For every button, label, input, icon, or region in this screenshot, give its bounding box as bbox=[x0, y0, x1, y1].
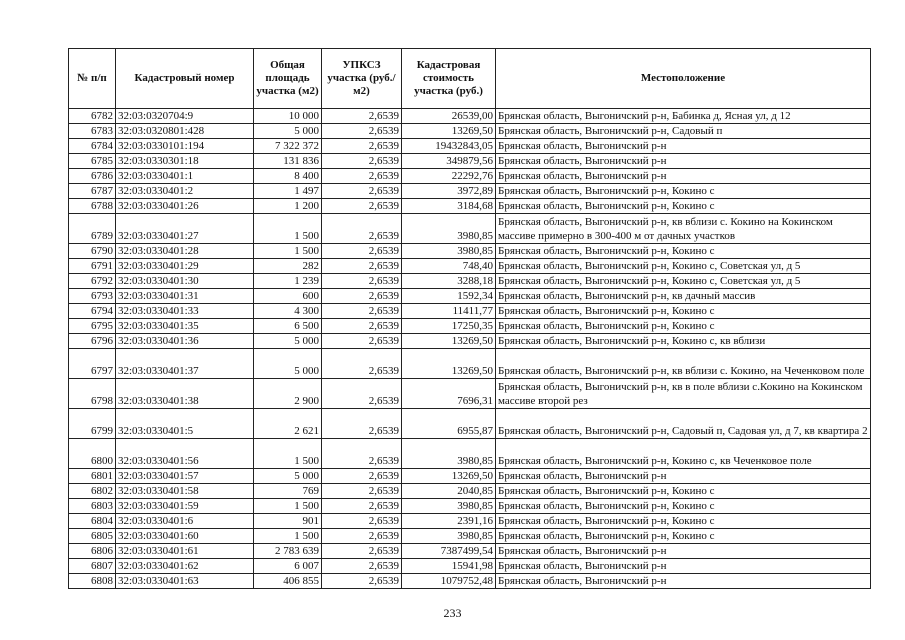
area-cell: 1 500 bbox=[254, 244, 322, 259]
table-row bbox=[69, 379, 871, 409]
area-cell: 282 bbox=[254, 259, 322, 274]
area-cell: 2 783 639 bbox=[254, 544, 322, 559]
row-number-cell: 6782 bbox=[69, 109, 116, 124]
area-cell: 1 500 bbox=[254, 529, 322, 544]
row-number-cell: 6804 bbox=[69, 514, 116, 529]
row-number-cell: 6796 bbox=[69, 334, 116, 349]
table-row bbox=[69, 559, 871, 574]
table-row bbox=[69, 304, 871, 319]
location-cell: Брянская область, Выгоничский р-н, кв в поле вблизи с.Кокино на Кокинском массиве второй рез bbox=[496, 379, 871, 409]
location-cell: Брянская область, Выгоничский р-н bbox=[496, 169, 871, 184]
cadastral-value-cell: 3980,85 bbox=[402, 214, 496, 244]
row-number-cell: 6797 bbox=[69, 349, 116, 379]
table-row bbox=[69, 439, 871, 469]
header-cadastral-value: Кадастровая стоимость участка (руб.) bbox=[402, 49, 496, 109]
header-num: № п/п bbox=[69, 49, 116, 109]
area-cell: 5 000 bbox=[254, 469, 322, 484]
row-number-cell: 6786 bbox=[69, 169, 116, 184]
location-cell: Брянская область, Выгоничский р-н, Кокино с bbox=[496, 199, 871, 214]
area-cell: 2 900 bbox=[254, 379, 322, 409]
cadastral-value-cell: 1592,34 bbox=[402, 289, 496, 304]
upksz-cell: 2,6539 bbox=[322, 409, 402, 439]
page-number: 233 bbox=[443, 606, 462, 620]
row-number-cell: 6792 bbox=[69, 274, 116, 289]
cadastral-number-cell: 32:03:0320801:428 bbox=[116, 124, 254, 139]
cadastral-value-cell: 3980,85 bbox=[402, 529, 496, 544]
upksz-cell: 2,6539 bbox=[322, 469, 402, 484]
cadastral-number-cell: 32:03:0330401:33 bbox=[116, 304, 254, 319]
table-row bbox=[69, 154, 871, 169]
table-row bbox=[69, 244, 871, 259]
header-area: Общая площадь участка (м2) bbox=[254, 49, 322, 109]
area-cell: 769 bbox=[254, 484, 322, 499]
row-number-cell: 6785 bbox=[69, 154, 116, 169]
table-row bbox=[69, 274, 871, 289]
table-row bbox=[69, 544, 871, 559]
area-cell: 1 500 bbox=[254, 499, 322, 514]
row-number-cell: 6808 bbox=[69, 574, 116, 589]
cadastral-number-cell: 32:03:0330401:5 bbox=[116, 409, 254, 439]
area-cell: 5 000 bbox=[254, 334, 322, 349]
row-number-cell: 6794 bbox=[69, 304, 116, 319]
upksz-cell: 2,6539 bbox=[322, 499, 402, 514]
location-cell: Брянская область, Выгоничский р-н, Кокино с bbox=[496, 304, 871, 319]
row-number-cell: 6791 bbox=[69, 259, 116, 274]
area-cell: 6 007 bbox=[254, 559, 322, 574]
table-body bbox=[69, 109, 871, 589]
upksz-cell: 2,6539 bbox=[322, 289, 402, 304]
cadastral-value-cell: 11411,77 bbox=[402, 304, 496, 319]
location-cell: Брянская область, Выгоничский р-н, Садовый п bbox=[496, 124, 871, 139]
location-cell: Брянская область, Выгоничский р-н, Кокино с bbox=[496, 484, 871, 499]
upksz-cell: 2,6539 bbox=[322, 439, 402, 469]
upksz-cell: 2,6539 bbox=[322, 109, 402, 124]
upksz-cell: 2,6539 bbox=[322, 379, 402, 409]
location-cell: Брянская область, Выгоничский р-н, Кокино с bbox=[496, 319, 871, 334]
upksz-cell: 2,6539 bbox=[322, 319, 402, 334]
cadastral-number-cell: 32:03:0330401:63 bbox=[116, 574, 254, 589]
table-row bbox=[69, 484, 871, 499]
upksz-cell: 2,6539 bbox=[322, 304, 402, 319]
cadastral-number-cell: 32:03:0330401:27 bbox=[116, 214, 254, 244]
upksz-cell: 2,6539 bbox=[322, 274, 402, 289]
header-upksz: УПКСЗ участка (руб./м2) bbox=[322, 49, 402, 109]
cadastral-value-cell: 6955,87 bbox=[402, 409, 496, 439]
location-cell: Брянская область, Выгоничский р-н bbox=[496, 574, 871, 589]
area-cell: 5 000 bbox=[254, 349, 322, 379]
area-cell: 8 400 bbox=[254, 169, 322, 184]
row-number-cell: 6807 bbox=[69, 559, 116, 574]
table-row bbox=[69, 499, 871, 514]
location-cell: Брянская область, Выгоничский р-н, Кокино с, кв Чеченковое поле bbox=[496, 439, 871, 469]
cadastral-value-cell: 2391,16 bbox=[402, 514, 496, 529]
cadastral-number-cell: 32:03:0330401:35 bbox=[116, 319, 254, 334]
area-cell: 1 200 bbox=[254, 199, 322, 214]
cadastral-value-cell: 13269,50 bbox=[402, 349, 496, 379]
row-number-cell: 6799 bbox=[69, 409, 116, 439]
cadastral-number-cell: 32:03:0330401:29 bbox=[116, 259, 254, 274]
upksz-cell: 2,6539 bbox=[322, 184, 402, 199]
cadastral-number-cell: 32:03:0330401:1 bbox=[116, 169, 254, 184]
row-number-cell: 6793 bbox=[69, 289, 116, 304]
location-cell: Брянская область, Выгоничский р-н bbox=[496, 139, 871, 154]
row-number-cell: 6805 bbox=[69, 529, 116, 544]
area-cell: 1 500 bbox=[254, 214, 322, 244]
table-row bbox=[69, 529, 871, 544]
area-cell: 901 bbox=[254, 514, 322, 529]
area-cell: 6 500 bbox=[254, 319, 322, 334]
location-cell: Брянская область, Выгоничский р-н bbox=[496, 469, 871, 484]
cadastral-number-cell: 32:03:0330401:6 bbox=[116, 514, 254, 529]
location-cell: Брянская область, Выгоничский р-н bbox=[496, 544, 871, 559]
cadastral-number-cell: 32:03:0330401:31 bbox=[116, 289, 254, 304]
cadastral-value-cell: 22292,76 bbox=[402, 169, 496, 184]
upksz-cell: 2,6539 bbox=[322, 544, 402, 559]
cadastral-number-cell: 32:03:0330401:61 bbox=[116, 544, 254, 559]
upksz-cell: 2,6539 bbox=[322, 124, 402, 139]
cadastral-number-cell: 32:03:0330401:62 bbox=[116, 559, 254, 574]
area-cell: 600 bbox=[254, 289, 322, 304]
cadastral-number-cell: 32:03:0330401:37 bbox=[116, 349, 254, 379]
table-row bbox=[69, 109, 871, 124]
location-cell: Брянская область, Выгоничский р-н, Кокино с bbox=[496, 529, 871, 544]
table-row bbox=[69, 319, 871, 334]
cadastral-number-cell: 32:03:0320704:9 bbox=[116, 109, 254, 124]
row-number-cell: 6800 bbox=[69, 439, 116, 469]
table-row bbox=[69, 469, 871, 484]
cadastral-value-cell: 13269,50 bbox=[402, 469, 496, 484]
location-cell: Брянская область, Выгоничский р-н, Кокино с bbox=[496, 184, 871, 199]
cadastral-value-cell: 3980,85 bbox=[402, 499, 496, 514]
upksz-cell: 2,6539 bbox=[322, 259, 402, 274]
cadastral-value-cell: 3980,85 bbox=[402, 439, 496, 469]
area-cell: 1 239 bbox=[254, 274, 322, 289]
row-number-cell: 6783 bbox=[69, 124, 116, 139]
cadastral-value-cell: 3972,89 bbox=[402, 184, 496, 199]
upksz-cell: 2,6539 bbox=[322, 484, 402, 499]
cadastral-number-cell: 32:03:0330101:194 bbox=[116, 139, 254, 154]
table-row bbox=[69, 259, 871, 274]
cadastral-value-cell: 1079752,48 bbox=[402, 574, 496, 589]
cadastral-table-sheet bbox=[68, 48, 870, 589]
cadastral-value-cell: 13269,50 bbox=[402, 334, 496, 349]
row-number-cell: 6802 bbox=[69, 484, 116, 499]
location-cell: Брянская область, Выгоничский р-н, Кокино с, Советская ул, д 5 bbox=[496, 259, 871, 274]
location-cell: Брянская область, Выгоничский р-н, кв вблизи с. Кокино, на Чеченковом поле bbox=[496, 349, 871, 379]
location-cell: Брянская область, Выгоничский р-н, Кокино с bbox=[496, 514, 871, 529]
header-location: Местоположение bbox=[496, 49, 871, 109]
cadastral-value-cell: 13269,50 bbox=[402, 124, 496, 139]
cadastral-number-cell: 32:03:0330301:18 bbox=[116, 154, 254, 169]
table-row bbox=[69, 124, 871, 139]
cadastral-table bbox=[68, 48, 871, 589]
cadastral-value-cell: 7696,31 bbox=[402, 379, 496, 409]
cadastral-value-cell: 17250,35 bbox=[402, 319, 496, 334]
area-cell: 1 500 bbox=[254, 439, 322, 469]
cadastral-value-cell: 2040,85 bbox=[402, 484, 496, 499]
location-cell: Брянская область, Выгоничский р-н bbox=[496, 154, 871, 169]
cadastral-value-cell: 26539,00 bbox=[402, 109, 496, 124]
table-row bbox=[69, 349, 871, 379]
cadastral-value-cell: 3288,18 bbox=[402, 274, 496, 289]
upksz-cell: 2,6539 bbox=[322, 529, 402, 544]
cadastral-number-cell: 32:03:0330401:36 bbox=[116, 334, 254, 349]
table-row bbox=[69, 139, 871, 154]
table-row bbox=[69, 169, 871, 184]
cadastral-number-cell: 32:03:0330401:59 bbox=[116, 499, 254, 514]
table-row bbox=[69, 184, 871, 199]
cadastral-number-cell: 32:03:0330401:28 bbox=[116, 244, 254, 259]
cadastral-number-cell: 32:03:0330401:38 bbox=[116, 379, 254, 409]
table-row bbox=[69, 334, 871, 349]
row-number-cell: 6787 bbox=[69, 184, 116, 199]
location-cell: Брянская область, Выгоничский р-н, Кокино с bbox=[496, 499, 871, 514]
upksz-cell: 2,6539 bbox=[322, 154, 402, 169]
upksz-cell: 2,6539 bbox=[322, 139, 402, 154]
cadastral-number-cell: 32:03:0330401:2 bbox=[116, 184, 254, 199]
location-cell: Брянская область, Выгоничский р-н, Кокино с, Советская ул, д 5 bbox=[496, 274, 871, 289]
location-cell: Брянская область, Выгоничский р-н, кв дачный массив bbox=[496, 289, 871, 304]
table-header-row bbox=[69, 49, 871, 109]
row-number-cell: 6788 bbox=[69, 199, 116, 214]
table-row bbox=[69, 214, 871, 244]
table-row bbox=[69, 574, 871, 589]
cadastral-number-cell: 32:03:0330401:30 bbox=[116, 274, 254, 289]
upksz-cell: 2,6539 bbox=[322, 244, 402, 259]
row-number-cell: 6803 bbox=[69, 499, 116, 514]
row-number-cell: 6789 bbox=[69, 214, 116, 244]
location-cell: Брянская область, Выгоничский р-н, Садовый п, Садовая ул, д 7, кв квартира 2 bbox=[496, 409, 871, 439]
upksz-cell: 2,6539 bbox=[322, 169, 402, 184]
cadastral-value-cell: 3980,85 bbox=[402, 244, 496, 259]
upksz-cell: 2,6539 bbox=[322, 559, 402, 574]
upksz-cell: 2,6539 bbox=[322, 334, 402, 349]
cadastral-number-cell: 32:03:0330401:26 bbox=[116, 199, 254, 214]
table-row bbox=[69, 289, 871, 304]
cadastral-value-cell: 349879,56 bbox=[402, 154, 496, 169]
cadastral-value-cell: 7387499,54 bbox=[402, 544, 496, 559]
cadastral-value-cell: 15941,98 bbox=[402, 559, 496, 574]
table-row bbox=[69, 514, 871, 529]
area-cell: 406 855 bbox=[254, 574, 322, 589]
row-number-cell: 6784 bbox=[69, 139, 116, 154]
area-cell: 4 300 bbox=[254, 304, 322, 319]
row-number-cell: 6801 bbox=[69, 469, 116, 484]
row-number-cell: 6790 bbox=[69, 244, 116, 259]
upksz-cell: 2,6539 bbox=[322, 199, 402, 214]
location-cell: Брянская область, Выгоничский р-н, кв вблизи с. Кокино на Кокинском массиве примерно в 300-400 м от дачных участков bbox=[496, 214, 871, 244]
cadastral-number-cell: 32:03:0330401:60 bbox=[116, 529, 254, 544]
area-cell: 7 322 372 bbox=[254, 139, 322, 154]
cadastral-value-cell: 19432843,05 bbox=[402, 139, 496, 154]
area-cell: 1 497 bbox=[254, 184, 322, 199]
area-cell: 10 000 bbox=[254, 109, 322, 124]
location-cell: Брянская область, Выгоничский р-н bbox=[496, 559, 871, 574]
cadastral-value-cell: 3184,68 bbox=[402, 199, 496, 214]
location-cell: Брянская область, Выгоничский р-н, Кокино с bbox=[496, 244, 871, 259]
upksz-cell: 2,6539 bbox=[322, 349, 402, 379]
row-number-cell: 6806 bbox=[69, 544, 116, 559]
cadastral-number-cell: 32:03:0330401:56 bbox=[116, 439, 254, 469]
upksz-cell: 2,6539 bbox=[322, 514, 402, 529]
header-cadastral-number: Кадастровый номер bbox=[116, 49, 254, 109]
cadastral-number-cell: 32:03:0330401:58 bbox=[116, 484, 254, 499]
upksz-cell: 2,6539 bbox=[322, 574, 402, 589]
area-cell: 5 000 bbox=[254, 124, 322, 139]
table-row bbox=[69, 199, 871, 214]
location-cell: Брянская область, Выгоничский р-н, Бабинка д, Ясная ул, д 12 bbox=[496, 109, 871, 124]
location-cell: Брянская область, Выгоничский р-н, Кокино с, кв вблизи bbox=[496, 334, 871, 349]
upksz-cell: 2,6539 bbox=[322, 214, 402, 244]
table-row bbox=[69, 409, 871, 439]
cadastral-value-cell: 748,40 bbox=[402, 259, 496, 274]
area-cell: 131 836 bbox=[254, 154, 322, 169]
cadastral-number-cell: 32:03:0330401:57 bbox=[116, 469, 254, 484]
row-number-cell: 6798 bbox=[69, 379, 116, 409]
row-number-cell: 6795 bbox=[69, 319, 116, 334]
area-cell: 2 621 bbox=[254, 409, 322, 439]
